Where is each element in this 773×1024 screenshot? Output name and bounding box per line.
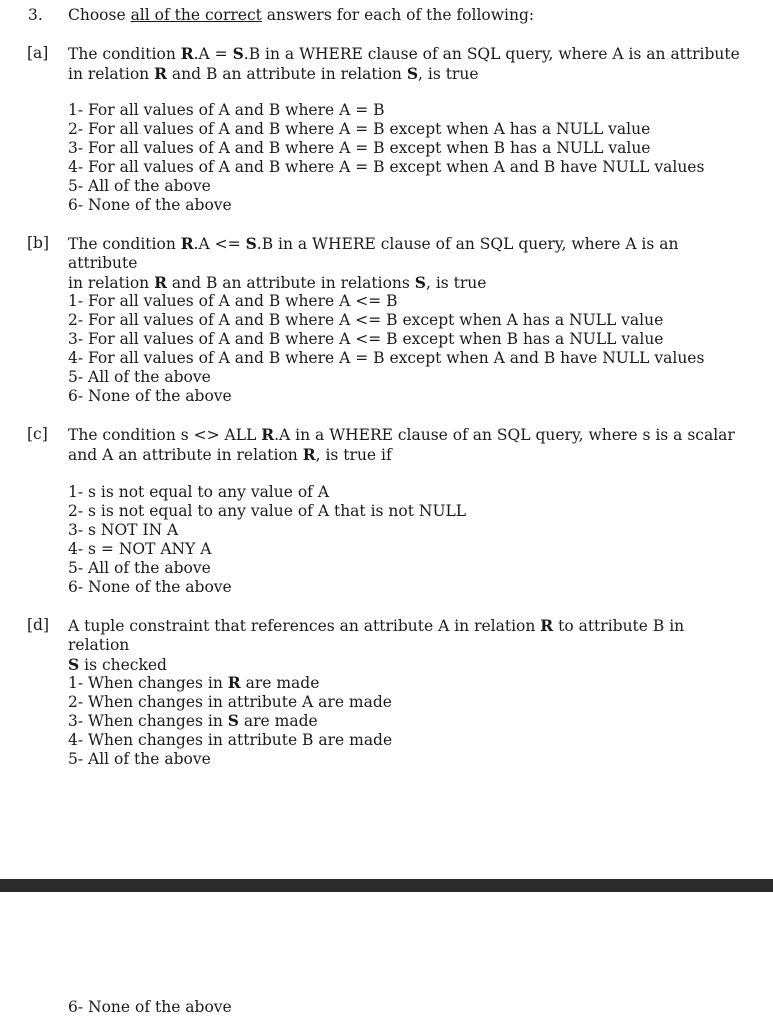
part-a-stem — [68, 44, 748, 84]
option-text: 4- When changes in attribute B are made — [68, 731, 393, 749]
part-c-options — [68, 483, 466, 597]
stem-text: .B in a WHERE clause of an SQL query, where A is an attribute — [68, 235, 679, 272]
part-d-options — [68, 673, 392, 768]
part-d-option-1 — [68, 673, 392, 692]
part-d-option-6: 6- None of the above — [68, 998, 232, 1016]
part-c-label: [c] — [27, 425, 48, 443]
stem-text: .A = — [193, 45, 233, 63]
stem-text: , is true if — [315, 446, 392, 464]
stem-text: and B an attribute in relation — [166, 65, 407, 83]
option-text: are made — [240, 674, 320, 692]
part-c-option-1: 1- s is not equal to any value of A — [68, 483, 330, 501]
question-instructions — [68, 6, 534, 25]
option-text: 2- When changes in attribute A are made — [68, 693, 392, 711]
part-b-option-1: 1- For all values of A and B where A <= B — [68, 292, 398, 310]
part-d-option-4 — [68, 730, 392, 749]
stem-text: .A <= — [193, 235, 246, 253]
part-d-option-5 — [68, 749, 392, 768]
stem-bold: R — [302, 445, 316, 464]
part-c-option-2: 2- s is not equal to any value of A that is not NULL — [68, 502, 467, 520]
part-d-label: [d] — [27, 616, 50, 634]
part-b-option-2: 2- For all values of A and B where A <= B except when A has a NULL value — [68, 311, 664, 329]
stem-bold: S — [68, 655, 80, 674]
stem-text: A tuple constraint that references an attribute A in relation — [68, 617, 541, 635]
stem-text: to attribute B in relation — [68, 617, 685, 654]
part-a-option-2: 2- For all values of A and B where A = B except when A has a NULL value — [68, 120, 651, 138]
instructions-text-end: answers for each of the following: — [261, 6, 535, 24]
instructions-text-start: Choose — [68, 6, 131, 24]
stem-text: is checked — [79, 656, 167, 674]
stem-text: .B in a WHERE clause of an SQL query, where A is an attribute — [243, 45, 740, 63]
part-a-label: [a] — [27, 44, 49, 62]
page-break-divider — [0, 879, 773, 892]
stem-text: and B an attribute in relations — [166, 274, 415, 292]
part-b-option-6: 6- None of the above — [68, 387, 232, 405]
part-a-option-3: 3- For all values of A and B where A = B except when B has a NULL value — [68, 139, 651, 157]
part-b-label: [b] — [27, 234, 50, 252]
part-c-stem — [68, 425, 748, 465]
part-c-option-3: 3- s NOT IN A — [68, 521, 179, 539]
part-a-option-5: 5- All of the above — [68, 177, 211, 195]
stem-text: , is true — [425, 274, 487, 292]
stem-text: in relation — [68, 274, 155, 292]
part-d-stem — [68, 616, 748, 675]
stem-bold: S — [232, 44, 244, 63]
option-text: 5- All of the above — [68, 750, 211, 768]
question-number: 3. — [28, 6, 43, 24]
stem-bold: S — [406, 64, 419, 83]
part-a-options — [68, 101, 704, 215]
part-c-option-4: 4- s = NOT ANY A — [68, 540, 212, 558]
stem-text: , is true — [418, 65, 479, 83]
part-d-option-3 — [68, 711, 392, 730]
part-c-option-5: 5- All of the above — [68, 559, 211, 577]
stem-bold: R — [154, 64, 167, 83]
stem-text: in relation — [68, 65, 155, 83]
part-a-option-6: 6- None of the above — [68, 196, 232, 214]
stem-bold: R — [154, 273, 167, 292]
stem-text: The condition s <> ALL — [68, 426, 262, 444]
instructions-underlined-emphasis: all of the correct — [130, 6, 262, 24]
part-b-option-4: 4- For all values of A and B where A = B except when A and B have NULL values — [68, 349, 705, 367]
stem-text: .A in a WHERE clause of an SQL query, where s is a scalar — [274, 426, 735, 444]
option-text: are made — [238, 712, 318, 730]
stem-text: The condition — [68, 45, 181, 63]
part-b-option-3: 3- For all values of A and B where A <= B except when B has a NULL value — [68, 330, 664, 348]
stem-text: and A an attribute in relation — [68, 446, 303, 464]
part-b-stem — [68, 234, 748, 293]
stem-bold: R — [180, 234, 194, 253]
stem-bold: S — [245, 234, 257, 253]
part-b-option-5: 5- All of the above — [68, 368, 211, 386]
option-text: 3- When changes in — [68, 712, 228, 730]
stem-bold: R — [261, 425, 275, 444]
stem-bold: R — [180, 44, 194, 63]
part-d-option-2 — [68, 692, 392, 711]
part-a-option-4: 4- For all values of A and B where A = B except when A and B have NULL values — [68, 158, 705, 176]
part-a-option-1: 1- For all values of A and B where A = B — [68, 101, 385, 119]
stem-text: The condition — [68, 235, 181, 253]
option-text: 1- When changes in — [68, 674, 228, 692]
option-bold: R — [227, 673, 241, 692]
stem-bold: S — [414, 273, 426, 292]
part-c-option-6: 6- None of the above — [68, 578, 232, 596]
option-bold: S — [227, 711, 239, 730]
part-b-options — [68, 292, 704, 406]
stem-bold: R — [540, 616, 554, 635]
